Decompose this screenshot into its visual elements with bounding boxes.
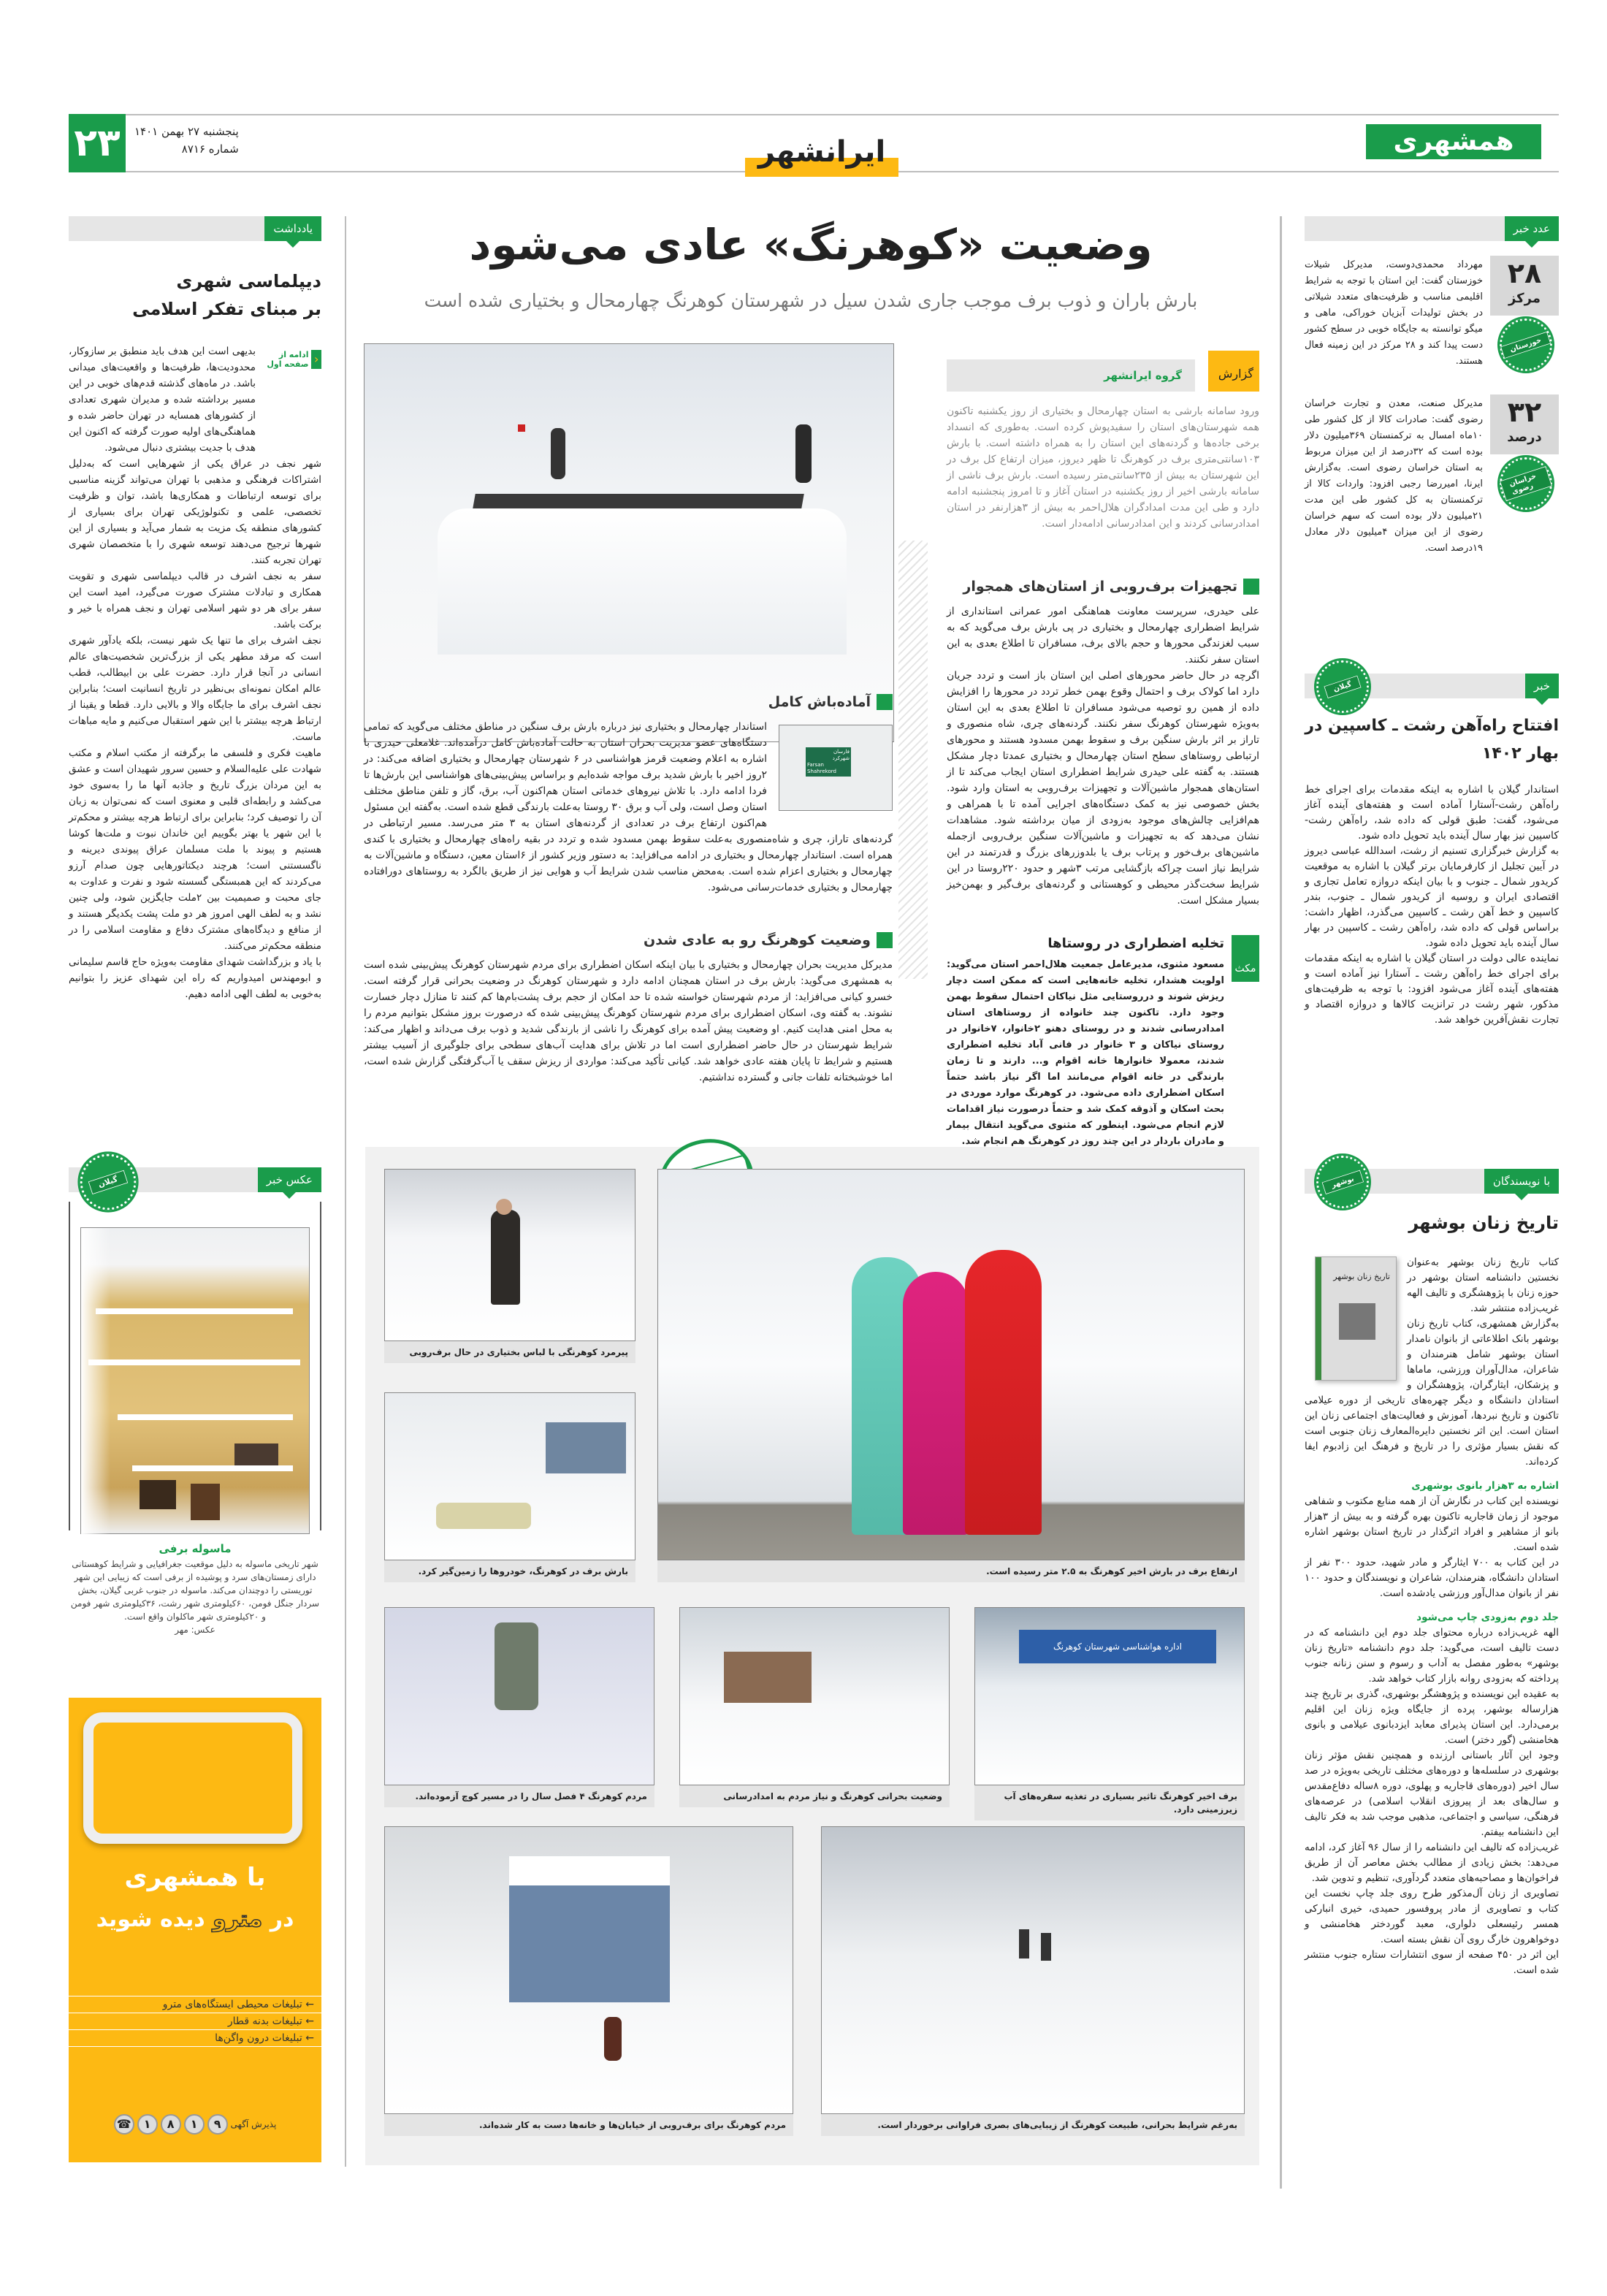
note-title (69, 267, 321, 323)
section-heading (364, 932, 893, 948)
main-intro: ورود سامانه بارشی به استان چهارمحال و بختیاری از روز یکشنبه تاکنون همه شهرستان‌های استان را سفیدپوش کرده است. به‌طوری که انسداد برخی جاده‌ها و گردنه‌های این استان را به همراه داشته است. با بارش ۱۰۳سانتی‌متری برف در کوهرنگ تا ظهر دیروز، میزان ارتفاع کل برف در این شهرستان به بیش از ۲۳۵سانتی‌متر رسیده است. بارش برف ناشی از سامانه بارشی اخیر از روز یکشنبه در استان آغاز و تا امروز پنجشنبه ادامه دارد و طی این مدت امدادگران هلال‌احمر به بیش از ۳هزارنفر در استان امدادرسانی کردند و این امدادرسانی ادامه‌دار است. (947, 405, 1260, 530)
writers-paragraph: تصاویری از زنان آل‌مذکور طرح روی جلد چاپ نخست این کتاب و تصاویری از مادر پروفسور حمیدی، خیری انبارکی همسر رئیسعلی دلواری، معبد گوردختر هخامنشی و دوخواهرون خارگ روی آن نقش بسته است. (1305, 1888, 1559, 1945)
photo-credit: عکس: مهر (175, 1625, 215, 1635)
section-body (364, 957, 893, 1128)
province-stamp-gilan (1316, 660, 1369, 713)
photo-caption: ارتفاع برف در بارش اخیر کوهرنگ به ۲.۵ متر رسیده است. (657, 1560, 1245, 1582)
ad-prefix: با (247, 1863, 266, 1892)
section-body (364, 719, 893, 901)
pause-label: مکث (1232, 935, 1259, 982)
phone-digit: ۱ (184, 2114, 205, 2135)
book-cover-title: تاریخ زنان بوشهر (1333, 1272, 1390, 1281)
three-girls-snow-photo (657, 1169, 1245, 1560)
note-paragraph: نجف اشرف برای ما تنها یک شهر نیست، بلکه یادآور شهری است که مرقد مطهر یکی از بزرگ‌ترین شخصیت‌های عالم انسانی در آنجا قرار دارد. حضرت علی بن ابیطالب، قطب عالم امکان نمونه‌ای بی‌نظیر در تاریخ انسانیت است؛ بنابراین نجف اشرف برای ما جایگاه والا و بالایی دارد. قطعا و یقینا از ارتباط هرچه بیشتر با این شهر استقبال می‌کنیم و مایه مباهات ماست. (69, 635, 321, 743)
writers-paragraph: نویسنده این کتاب در نگارش آن از همه منابع مکتوب و شفاهی موجود از زمان قاجاریه تاکنون بهره گرفته و به بیش از ۳هزار بانو از مشاهیر و افراد اثرگذار در تاریخ استان بوشهر اشاره شده است. (1305, 1495, 1559, 1553)
snowy-road-walkers-photo (821, 1826, 1245, 2114)
pause-body: مسعود مثنوی، مدیرعامل جمعیت هلال‌احمر استان می‌گوید: اولویت هشدار، تخلیه خانه‌هایی است که ممکن است دچار ریزش شوند و درروستایی مثل نیاکان احتمال سقوط بهمن وجود دارد. تاکنون چند خانواده از روستاهای استان امدادرسانی شدند و در روستای دهنو ۲خانوار، ۷خانوار در روستای نیاکان و ۳ خانوار در فانی آباد تخلیه اضطراری شدند، معمولا خانوارها خانه اقوام و... دارند و تا زمان بارندگی در خانه اقوام می‌مانند اما اگر نیاز باشد حتماً اسکان اضطراری داده می‌شود. در کوهرنگ موارد موردی در بحث اسکان و آذوقه کمک شد و حتماً درصورت نیاز اقدامات لازم انجام می‌شود. اینطور که مثنوی می‌گوید انتقال بیمار و مادران باردار در این چند روز در کوهرنگ هم انجام شد. (947, 959, 1225, 1147)
pause-title: تخلیه اضطراری در روستاها (1047, 936, 1224, 951)
stamp-text: گیلان (1324, 675, 1362, 698)
ad-slogan (69, 1904, 321, 1936)
photo-news-title: ماسوله برفی (159, 1542, 232, 1555)
phone-digit: ۹ (207, 2114, 228, 2135)
province-stamp-bushehr (1316, 1156, 1369, 1208)
number-news-text: مدیرکل صنعت، معدن و تجارت خراسان رضوی گفت: صادرات کالا از کل کشور طی ۱۰ماه امسال به ترکمنستان ۳۶۹میلیون دلار بوده است که ۳۲درصد از این میزان مربوط به استان خراسان رضوی است. به‌گزارش ایرنا، امیررضا رجبی افزود: واردات کالا از ترکمنستان به کل کشور طی این مدت ۲۱میلیون دلار بوده است که سهم خراسان رضوی از این میزان ۴میلیون دلار معادل ۱۹درصد است. (1305, 398, 1484, 554)
photo-caption: به‌رغم شرایط بحرانی، طبیعت کوهرنگ از زیبایی‌های بصری فراوانی برخوردار است. (821, 2114, 1245, 2136)
section-paragraph: استاندار چهارمحال و بختیاری نیز درباره بارش برف سنگین در مناطق مختلف می‌گوید که تمامی دستگاه‌های عضو مدیریت بحران استان به حالت آماده‌باش کامل درآمده‌اند. غلامعلی حیدری با اشاره به اعلام وضعیت قرمز هواشناسی در ۶ شهرستان چهارمحال و بختیاری اضافه می‌کند: در ۲روز اخیر با بارش شدید برف مواجه شده‌ایم و براساس پیش‌بینی‌های هواشناسی این بارش‌ها تا فردا ادامه دارد. با تلاش نیروهای خدماتی استان هم‌اکنون آب، برق، گاز و تلفن مناطق مختلف استان وصل است، ولی آب و برق ۳۰ روستا به‌علت بارندگی قطع شده است. به‌گفته این مسئول هم‌اکنون ارتفاع برف در تعدادی از گردنه‌های استان به ۳ متر می‌رسد. مسیر ارتباطی در گردنه‌های تاراز، چری و شاه‌منصوری به‌علت سقوط بهمن مسدود شده و تردد در بقیه راه‌های چهارمحال و بختیاری با کندی همراه است. استاندار چهارمحال و بختیاری در ادامه می‌افزاید: به دستور وزیر کشور از ۶استان معین، دستگاه و ماشین‌آلات به چهارمحال و بختیاری اعزام شده است. به‌محض مناسب شدن شرایط آب و هوایی نیز از طریق بالگرد به روستاهای دورافتاده چهارمحال و بختیاری خدمات‌رسانی می‌شود. (364, 721, 893, 893)
header-top-rule (69, 114, 1559, 115)
green-square-icon (877, 932, 893, 948)
photo-caption: برف اخیر کوهرنگ تاثیر بسیاری در تغذیه سفره‌های آب زیرزمینی دارد. (974, 1785, 1245, 1820)
byline: گروه ایرانشهر (947, 359, 1195, 392)
note-paragraph: شهر نجف در عراق یکی از شهرهایی است که به‌دلیل اشتراکات فرهنگی و مذهبی با تهران می‌تواند گزینه مناسبی برای توسعه ارتباطات و همکاری‌ها باشد، توان و ظرفیت تخصصی، علمی و تکنولوژیکی تهران برای بسیاری از کشورهای منطقه یک مزیت به شمار می‌آید و بسیاری از این شهرها ترجیح می‌دهند توسعه شهری را با متخصصان شهری تهران تجربه کنند. (69, 458, 321, 566)
issue-info (134, 123, 239, 158)
note-paragraph: بدیهی است این هدف باید منطبق بر سازوکار، محدودیت‌ها، ظرفیت‌ها و واقعیت‌های میدانی باشد. در ماه‌های گذشته قدم‌های خوبی در این مسیر برداشته شده و مدیران شهری تعدادی از کشورهای همسایه در تهران حاضر شده و هماهنگی‌های اولیه صورت گرفته که اکنون این هدف با جدیت بیشتری دنبال می‌شود. (69, 346, 256, 454)
number-value: ۳۲ (1507, 396, 1542, 428)
photo-caption: مردم کوهرنگ ۴ فصل سال را در مسیر کوچ آزموده‌اند. (384, 1785, 654, 1807)
section-title-text: ایرانشهر (757, 135, 886, 169)
ad-service-label: تبلیغات درون واگن‌ها (215, 2032, 302, 2044)
ad-service-item: ← تبلیغات بدنه قطار (69, 2013, 321, 2030)
number-box (1490, 394, 1559, 454)
section-heading (947, 579, 1259, 595)
note-body (69, 343, 321, 1119)
page-number: ۲۳ (69, 114, 126, 172)
ad-service-label: تبلیغات محیطی ایستگاه‌های مترو (162, 1999, 302, 2010)
stamp-text: خراسان رضوی (1500, 466, 1552, 501)
section-paragraph: اگرچه در حال حاضر محورهای اصلی این استان باز است و تردد جریان دارد اما کولاک برف و احتمال وقوع بهمن خطر تردد در محورها را افزایش داده از همین رو توصیه می‌شود مسافران تا اطلاع بعدی به این استان به‌ویژه شهرستان کوهرنگ سفر نکنند. گردنه‌های چری، شاه منصوری و تاراز بر اثر بارش سنگین برف و سقوط بهمن مسدود هستند و محورهای ارتباطی روستاهای سطح استان چهارمحال و بختیاری عمدتا دچار مشکل هستند. به گفته علی حیدری شرایط اضطراری استان ایجاب می‌کند تا از استان‌های همجوار ماشین‌آلات و تجهیزات برف‌روبی به استان وارد شود. بخش خصوصی نیز به کمک دستگاه‌های اجرایی آمده تا با همراهی و هم‌افزایی چالش‌های موجود به‌زودی از میان برداشته شود. مشاهدات نشان می‌دهد که به تجهیزات و ماشین‌آلات سنگین برف‌روبی ازجمله ماشین‌های برف‌خور و پرتاب برف یا بلدوزرهای بزرگ و قدرتمند در این شرایط نیاز است چراکه بازگشایی مرتب ۳شهر و حدود ۲۲۰روستا در این شرایط سخت‌گذر محیطی و کوهستانی و گردنه‌های برف‌گیر و بهمن‌خیز بسیار مشکل است. (947, 670, 1259, 907)
sign-text: فارسان (833, 749, 850, 755)
note-label: یادداشت (264, 216, 321, 241)
writers-paragraph: به عقیده این نویسنده و پژوهشگر بوشهری، گذری بر تاریخ چند هزارساله بوشهر، پرده از جایگاه ویژه زنان این اقلیم برمی‌دارد. این استان پذیرای معابد ایزدبانوی عیلامی و بانوی هخامنشی (گور دختر) است. (1305, 1688, 1559, 1746)
pause-box (947, 934, 1225, 1147)
news-article (1305, 712, 1559, 1129)
news-body (1305, 782, 1559, 1129)
writers-subheading: اشاره به ۳هزار بانوی بوشهری (1411, 1480, 1559, 1492)
metro-advertisement[interactable] (69, 1698, 321, 2162)
stamp-text: بوشهر (1321, 1170, 1363, 1194)
photo-news-caption: شهر تاریخی ماسوله به دلیل موقعیت جغرافیایی و شرایط کوهستانی دارای زمستان‌های سرد و پوشیده از برفی است که زیبایی این شهر توریستی را دوچندان می‌کند. ماسوله در جنوب غربی گیلان، بخش سردار جنگل فومن، ۶۰کیلومتری شهر رشت، ۳۶کیلومتری شهر فومن و ۲۰کیلومتری شهر ماکلوان واقع است. (70, 1559, 320, 1622)
number-unit: مرکز (1508, 291, 1541, 306)
section-paragraph: مدیرکل مدیریت بحران چهارمحال و بختیاری با بیان اینکه اسکان اضطراری برای مردم شهرستان کوهرنگ پیش‌بینی شده است به همشهری می‌گوید: بارش برف در استان همچنان ادامه دارد و شهرستان کوهرنگ در وضعیت بحرانی قرار گرفته است. خسرو کیانی می‌افزاید: از مردم شهرستان خواسته شده تا حد امکان از حجم برف پشت‌بام‌ها کم کنند تا منازل دچار خسارت نشوند. به گفته وی، اسکان اضطراری برای مردم شهرستان کوهرنگ پیش‌بینی شده که درصورت بروز مشکل بتوانیم مردم را به محل امنی هدایت کنیم. او وضعیت پیش آمده برای کوهرنگ را ناشی از بارندگی شدید و ذوب برف می‌داند و اظهار می‌کند: شرایط شهرستان در حال حاضر اضطراری است اما در تلاش برای هدایت آب‌های سطحی برای جلوگیری از آسیب بیشتر هستیم و شرایط تا پایان هفته عادی خواهد شد. کیانی تأکید می‌کند: مواردی از ریزش سقف یا آب‌گرفتگی گزارش شده است، اما خوشبختانه تلفات جانی و گسترده نداشتیم. (364, 959, 893, 1083)
writers-paragraph: وجود این آثار باستانی ارزنده و همچنین نقش مؤثر زنان بوشهری در سلسله‌ها و دوره‌های مختلف تاریخی به‌ویژه در صد سال اخیر (دوره‌های قاجاریه و پهلوی، دوره ۸ساله دفاع‌مقدس و سال‌های بعد از پیروزی انقلاب اسلامی) در عرصه‌های فرهنگی، سیاسی و اجتماعی، مذهبی موجب شد به فکر تالیف این دانشنامه بیفتم. (1305, 1750, 1560, 1838)
writers-body (1305, 1255, 1559, 2184)
ad-slogan-a: در (270, 1907, 294, 1932)
section-title: تجهیزات برف‌روبی از استان‌های همجوار (963, 579, 1237, 595)
section-title: وضعیت کوهرنگ رو به عادی شدن (644, 932, 871, 948)
photo-news-label: عکس خبر (258, 1167, 321, 1192)
ad-phone (69, 2114, 321, 2135)
report-label: گزارش (1208, 351, 1259, 392)
weather-office-sign: اداره هواشناسی شهرستان کوهرنگ (1019, 1630, 1216, 1663)
snow-shoveling-street-photo (384, 1826, 793, 2114)
number-value: ۲۸ (1507, 257, 1542, 289)
peeling-sticker-graphic (83, 1712, 302, 1844)
ad-service-item: ← تبلیغات محیطی ایستگاه‌های مترو (69, 1996, 321, 2013)
hatched-divider (898, 541, 928, 979)
number-news-text: مهرداد محمدی‌دوست، مدیرکل شیلات خوزستان گفت: این استان با توجه به شرایط اقلیمی مناسب و ظرفیت‌های متعدد شیلاتی در بخش تولیدات آبزیان خوراکی، ماهی و میگو توانسته به جایگاه خوبی در سطح کشور دست پیدا کند و ۲۸ مرکز در این زمینه فعال هستند. (1305, 259, 1483, 367)
section-paragraph: علی حیدری، سرپرست معاونت هماهنگی امور عمرانی استانداری از شرایط اضطراری چهارمحال و بختیاری در پی بارش برف می‌گوید که به سبب لغزندگی محورها و حجم بالای برف، مسافران تا اطلاع بعدی به این استان سفر نکنند. (947, 606, 1259, 665)
ad-services-list (69, 1996, 321, 2047)
photo-caption: مردم کوهرنگ برای برف‌روبی از خیابان‌ها و خانه‌ها دست به کار شده‌اند. (384, 2114, 793, 2136)
sign-text: Farsan (807, 762, 824, 768)
phone-digit: ۱ (137, 2114, 158, 2135)
chevron-left-icon: ‹ (311, 350, 321, 369)
section-title (745, 131, 898, 177)
province-stamp-khuzestan (1500, 319, 1552, 371)
green-square-icon (1243, 579, 1259, 595)
issue-number: شماره ۸۷۱۶ (181, 142, 239, 156)
writers-subheading: جلد دوم به‌زودی چاپ می‌شود (1416, 1612, 1559, 1623)
news-title: افتتاح راه‌آهن رشت ـ کاسپین در بهار ۱۴۰۲ (1305, 717, 1559, 763)
note-paragraph: با یاد و بزرگداشت شهدای مقاومت به‌ویژه حاج قاسم سلیمانی و ابومهندس امیدواریم که راه این شهدای عزیز را بتوانیم به‌خوبی به لطف الهی ادامه دهیم. (69, 956, 321, 1000)
province-stamp-khorasan (1500, 457, 1552, 510)
photo-caption: بارش برف در کوهرنگ، خودروها را زمین‌گیر کرد. (384, 1560, 635, 1582)
photo-news-text (69, 1540, 321, 1636)
phone-icon: ☎ (114, 2114, 134, 2135)
note-paragraph: سفر به نجف اشرف در قالب دیپلماسی شهری و تقویت همکاری و تبادلات مشترک صورت می‌گیرد، امید است این سفر برای هر دو شهر اسلامی تهران و نجف همراه با خیر و برکت باشد. (69, 571, 321, 630)
village-snow-photo (384, 1607, 654, 1785)
green-square-icon (877, 694, 893, 710)
weather-office-sign-photo (974, 1607, 1245, 1785)
main-subtitle: بارش باران و ذوب برف موجب جاری شدن سیل در شهرستان کوهرنگ چهارمحال و بختیاری شده است (424, 290, 1198, 311)
writers-paragraph: الهه غریب‌زاده درباره محتوای جلد دوم این دانشنامه که در دست تالیف است، می‌گوید: جلد دوم دانشنامه «تاریخ زنان بوشهر» به‌طور مفصل به آداب و رسوم و سنن زنانه جنوب پرداخته که به‌زودی روانه بازار کتاب خواهد شد. (1305, 1627, 1559, 1685)
section-body (947, 603, 1259, 907)
sign-text: Shahrekord (807, 768, 836, 774)
report-header (947, 351, 1259, 392)
ad-service-label: تبلیغات بدنه قطار (227, 2015, 302, 2027)
column-rule-right (1280, 216, 1282, 2189)
issue-date: پنجشنبه ۲۷ بهمن ۱۴۰۱ (134, 125, 239, 138)
news-label: خبر (1525, 674, 1559, 698)
writers-paragraph: در این کتاب به ۷۰۰ ایثارگر و مادر شهید، حدود ۳۰۰ نفر از استادان دانشگاه، هنرمندان، شاعران و نویسندگان و حدود ۱۰۰ نفر از بانوان مدال‌آور ورزشی یادشده است. (1305, 1557, 1559, 1599)
ad-phone-label: پذیرش آگهی (230, 2119, 277, 2129)
sign-text: شهرکرد (832, 755, 850, 761)
ad-service-item: ← تبلیغات درون واگن‌ها (69, 2030, 321, 2047)
car-stuck-snow-photo (384, 1392, 635, 1560)
note-title-line1: دیپلماسی شهری (176, 271, 321, 291)
writers-paragraph: غریب‌زاده که تالیف این دانشنامه را از سال ۹۶ آغاز کرد، ادامه می‌دهد: بخش زیادی از مطالب بخش معاصر آن از طریق فراخوان‌ها و مصاحبه‌های متعدد گردآوری، تنظیم و تدوین شد. (1305, 1842, 1560, 1884)
column-rule-left (345, 216, 346, 2167)
masuleh-snow-photo (80, 1227, 310, 1534)
photo-caption: پیرمرد کوهرنگی با لباس بختیاری در حال برف‌روبی (384, 1341, 635, 1363)
phone-digit: ۸ (161, 2114, 181, 2135)
ad-slogan-highlight: مترو (213, 1907, 263, 1932)
main-headline: وضعیت «کوهرنگ» عادی می‌شود (469, 220, 1153, 270)
section-heading (364, 694, 893, 710)
news-paragraph: به گزارش خبرگزاری تسنیم از رشت، اسدالله عباسی دیروز در آیین تجلیل از کارفرمایان برتر گیلان با اشاره به موقعیت کریدور شمال ـ جنوب و با بیان اینکه دروازه تعامل تجاری و اقتصادی ایران و روسیه از کریدور شمال ـ جنوب، بندر کاسپین و خط آهن رشت ـ کاسپین می‌گذرد، اظهار داشت: براساس قولی که داده شد، راه‌آهن رشت ـ کاسپین در بهار سال آینده باید تحویل داده شود. (1305, 845, 1559, 949)
note-paragraph: ماهیت فکری و فلسفی ما برگرفته از مکتب اسلام و مکتب شهادت علی علیه‌السلام و حسین سرور شهیدان است و عشق به این مردان بزرگ تاریخ و جاذبه آنها ما را به‌سوی خود می‌کشد و رابطه‌ای قلبی و معنوی است که نمی‌توان به زبان آن را توصیف کرد؛ بنابراین برای ارتباط هرچه بیشتر و محکم‌تر با این شهر یا بهتر بگوییم این خاندان نبوت و ملت‌ها کوشا هستیم و پیوند با ملت مسلمان عراق پیوندی دیرینه و ناگسستنی است؛ هرچند دیکتاتورهایی چون صدام آرزو می‌کردند که این همبستگی گسسته شود و نفرت و عداوت به جای محبت و صمیمیت بین ۲ملت جایگزین شود، ولی چنین نشد و به لطف الهی امروز هر دو ملت پشت یکدیگر هستند و از منافع و دیدگاه‌های مشترک دفاع و مقاومت اسلامی را در منطقه محکم‌تر می‌کنند. (69, 747, 321, 952)
number-box (1490, 256, 1559, 316)
news-paragraph: استاندار گیلان با اشاره به اینکه مقدمات برای اجرای خط راه‌آهن رشت-آستارا آماده است و هفته‌های آینده آغاز می‌شود، گفت: طبق قولی که داده شد، راه‌آهن رشت-کاسپین نیز بهار سال آینده باید تحویل داده شود. (1305, 784, 1559, 842)
ad-slogan-b: دیده شوید (96, 1907, 205, 1932)
section-title: آماده‌باش کامل (768, 694, 871, 710)
number-unit: درصد (1507, 430, 1542, 445)
number-news-header-bar (1305, 216, 1559, 241)
number-news-label: عدد خبر (1505, 216, 1559, 241)
snowed-houses-photo (679, 1607, 950, 1785)
ad-brand-line (69, 1860, 321, 1895)
ad-brand: همشهری (124, 1863, 239, 1892)
continued-label: ادامه از صفحه اول (267, 350, 309, 369)
rooftop-snow-clearing-photo (364, 343, 894, 742)
stamp-text: گیلان (88, 1170, 128, 1194)
note-title-line2: بر مبنای تفکر اسلامی (132, 299, 321, 319)
writers-paragraph: به‌گزارش همشهری، کتاب تاریخ زنان بوشهر بانک اطلاعاتی از بانوان نامدار استان بوشهر شامل هنرمندان و شاعران، مدال‌آوران ورزشی، ماماها و پزشکان، ایثارگران، پژوهشگران و استادان دانشگاه و دیگر چهره‌های تاریخی از دوره عیلامی تاکنون و تاریخ نبردها، آموزش و فعالیت‌های اجتماعی زنان این استان است. این اثر نخستین دایره‌المعارف زنان جنوبی است که نقش بسیار مؤثری را در تاریخ و فرهنگ این زادبوم ایفا کرده‌اند. (1305, 1318, 1559, 1468)
writers-paragraph: این اثر در ۴۵۰ صفحه از سوی انتشارات ستاره جنوب منتشر شده است. (1305, 1949, 1560, 1976)
writers-title: تاریخ زنان بوشهر (1408, 1213, 1559, 1233)
stamp-text: خوزستان (1501, 331, 1551, 358)
note-header-bar (69, 216, 321, 241)
photo-caption: وضعیت بحرانی کوهرنگ و نیاز مردم به امدادرسانی (679, 1785, 950, 1807)
news-paragraph: نماینده عالی دولت در استان گیلان با اشاره به اینکه مقدمات برای اجرای خط راه‌آهن رشت ـ آستارا نیز آماده است و هفته‌های آینده آغاز می‌شود افزود: با توجه به ظرفیت‌های مذکور، شهر رشت در ترانزیت کالاها و دروازه اقتصاد و تجارت نقش‌آفرین خواهد شد. (1305, 953, 1559, 1026)
old-man-shoveling-photo (384, 1169, 635, 1341)
writers-label: با نویسندگان (1484, 1169, 1559, 1194)
newspaper-logo: همشهری (1366, 124, 1541, 159)
writers-paragraph: کتاب تاریخ زنان بوشهر به‌عنوان نخستین دانشنامه استان بوشهر در حوزه زنان با پژوهشگری و تالیف الهه غریب‌زاده منتشر شد. (1407, 1256, 1559, 1314)
